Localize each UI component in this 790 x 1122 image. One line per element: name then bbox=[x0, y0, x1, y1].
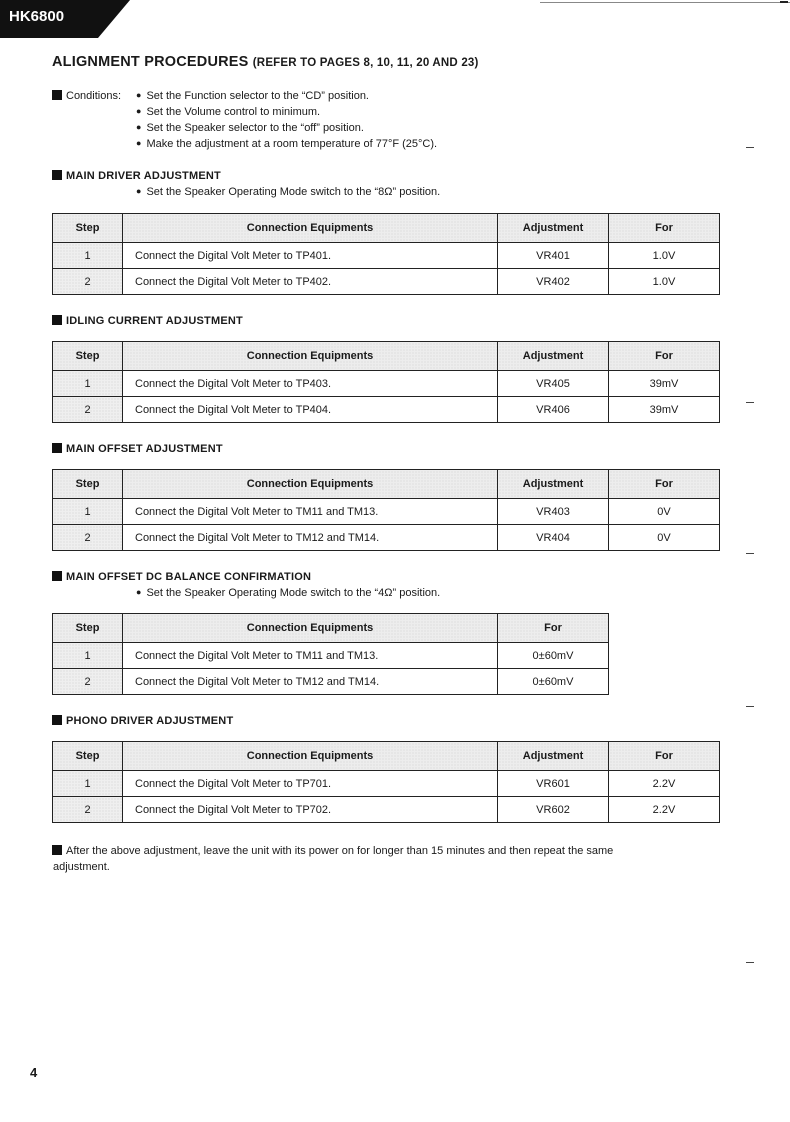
bullet-square-icon bbox=[52, 715, 62, 725]
step-cell: 1 bbox=[53, 643, 123, 669]
adjustment-cell: VR406 bbox=[498, 397, 609, 423]
bullet-square-icon bbox=[52, 443, 62, 453]
header-cell: For bbox=[609, 342, 720, 371]
step-cell: 2 bbox=[53, 269, 123, 295]
bullet-square-icon bbox=[52, 845, 62, 855]
header-cell: Adjustment bbox=[498, 214, 609, 243]
header-cell: For bbox=[498, 614, 609, 643]
for-cell: 0V bbox=[609, 525, 720, 551]
connection-cell: Connect the Digital Volt Meter to TM12 and TM14. bbox=[123, 669, 498, 695]
header-cell: Connection Equipments bbox=[123, 742, 498, 771]
connection-cell: Connect the Digital Volt Meter to TP401. bbox=[123, 243, 498, 269]
for-cell: 0±60mV bbox=[498, 643, 609, 669]
adjustment-table bbox=[52, 741, 720, 823]
connection-cell: Connect the Digital Volt Meter to TM12 and TM14. bbox=[123, 525, 498, 551]
table-header-row bbox=[53, 342, 720, 371]
bullet-square-icon bbox=[52, 90, 62, 100]
header-cell: Step bbox=[53, 342, 123, 371]
header-cell: Connection Equipments bbox=[123, 214, 498, 243]
bullet-square-icon bbox=[52, 170, 62, 180]
for-cell: 0V bbox=[609, 499, 720, 525]
bullet-square-icon bbox=[52, 571, 62, 581]
for-cell: 1.0V bbox=[609, 243, 720, 269]
conditions-label-row bbox=[52, 90, 121, 102]
connection-cell: Connect the Digital Volt Meter to TP701. bbox=[123, 771, 498, 797]
adjustment-cell: VR403 bbox=[498, 499, 609, 525]
section-note: ● Set the Speaker Operating Mode switch to the “8Ω” position. bbox=[136, 186, 440, 198]
connection-cell: Connect the Digital Volt Meter to TP402. bbox=[123, 269, 498, 295]
top-dash bbox=[780, 1, 788, 3]
table-header-row bbox=[53, 614, 609, 643]
section-note: ● Set the Speaker Operating Mode switch to the “4Ω” position. bbox=[136, 587, 440, 599]
table-row bbox=[53, 771, 720, 797]
page-number: 4 bbox=[30, 1065, 38, 1080]
margin-mark bbox=[746, 402, 754, 403]
connection-cell: Connect the Digital Volt Meter to TM11 and TM13. bbox=[123, 499, 498, 525]
header-cell: For bbox=[609, 742, 720, 771]
header-cell: Step bbox=[53, 614, 123, 643]
for-cell: 2.2V bbox=[609, 797, 720, 823]
adjustment-table bbox=[52, 341, 720, 423]
step-cell: 2 bbox=[53, 797, 123, 823]
step-cell: 2 bbox=[53, 669, 123, 695]
table-row bbox=[53, 669, 609, 695]
adjustment-table bbox=[52, 469, 720, 551]
section-heading: MAIN OFFSET ADJUSTMENT bbox=[52, 443, 223, 455]
table-header-row bbox=[53, 470, 720, 499]
step-cell: 1 bbox=[53, 243, 123, 269]
header-cell: For bbox=[609, 470, 720, 499]
for-cell: 0±60mV bbox=[498, 669, 609, 695]
confirmation-table bbox=[52, 613, 609, 695]
for-cell: 1.0V bbox=[609, 269, 720, 295]
model-label: HK6800 bbox=[9, 8, 65, 25]
adjustment-cell: VR405 bbox=[498, 371, 609, 397]
header-cell: Connection Equipments bbox=[123, 614, 498, 643]
section-heading: PHONO DRIVER ADJUSTMENT bbox=[52, 715, 233, 727]
connection-cell: Connect the Digital Volt Meter to TP702. bbox=[123, 797, 498, 823]
table-row bbox=[53, 525, 720, 551]
header-cell: Connection Equipments bbox=[123, 342, 498, 371]
header-cell: For bbox=[609, 214, 720, 243]
table-row bbox=[53, 499, 720, 525]
step-cell: 2 bbox=[53, 525, 123, 551]
table-header-row bbox=[53, 214, 720, 243]
section-heading: MAIN OFFSET DC BALANCE CONFIRMATION bbox=[52, 571, 311, 583]
conditions-label: Conditions: bbox=[66, 90, 122, 102]
final-note-line2: adjustment. bbox=[53, 861, 110, 873]
header-cell: Adjustment bbox=[498, 742, 609, 771]
connection-cell: Connect the Digital Volt Meter to TP403. bbox=[123, 371, 498, 397]
step-cell: 2 bbox=[53, 397, 123, 423]
adjustment-cell: VR402 bbox=[498, 269, 609, 295]
condition-item: ● Set the Speaker selector to the “off” position. bbox=[136, 122, 364, 134]
margin-mark bbox=[746, 962, 754, 963]
title-main: ALIGNMENT PROCEDURES bbox=[52, 54, 249, 70]
connection-cell: Connect the Digital Volt Meter to TP404. bbox=[123, 397, 498, 423]
table-row bbox=[53, 797, 720, 823]
connection-cell: Connect the Digital Volt Meter to TM11 and TM13. bbox=[123, 643, 498, 669]
model-tab bbox=[0, 0, 98, 38]
final-note-line1: After the above adjustment, leave the unit with its power on for longer than 15 minutes and then repeat the same bbox=[66, 845, 614, 857]
condition-item: ● Set the Volume control to minimum. bbox=[136, 106, 320, 118]
top-rule bbox=[540, 2, 790, 3]
adjustment-table bbox=[52, 213, 720, 295]
header-cell: Adjustment bbox=[498, 342, 609, 371]
table-row bbox=[53, 371, 720, 397]
for-cell: 2.2V bbox=[609, 771, 720, 797]
title-sub: (REFER TO PAGES 8, 10, 11, 20 AND 23) bbox=[252, 57, 479, 69]
header-cell: Step bbox=[53, 470, 123, 499]
table-row bbox=[53, 243, 720, 269]
final-note bbox=[52, 843, 722, 875]
header-cell: Connection Equipments bbox=[123, 470, 498, 499]
table-row bbox=[53, 269, 720, 295]
adjustment-cell: VR602 bbox=[498, 797, 609, 823]
step-cell: 1 bbox=[53, 771, 123, 797]
page-title bbox=[52, 54, 479, 70]
step-cell: 1 bbox=[53, 371, 123, 397]
bullet-square-icon bbox=[52, 315, 62, 325]
margin-mark bbox=[746, 706, 754, 707]
step-cell: 1 bbox=[53, 499, 123, 525]
adjustment-cell: VR601 bbox=[498, 771, 609, 797]
table-header-row bbox=[53, 742, 720, 771]
table-row bbox=[53, 643, 609, 669]
adjustment-cell: VR401 bbox=[498, 243, 609, 269]
header-cell: Step bbox=[53, 214, 123, 243]
margin-mark bbox=[746, 147, 754, 148]
section-heading: IDLING CURRENT ADJUSTMENT bbox=[52, 315, 243, 327]
condition-item: ● Make the adjustment at a room temperature of 77°F (25°C). bbox=[136, 138, 437, 150]
condition-item: ● Set the Function selector to the “CD” position. bbox=[136, 90, 369, 102]
adjustment-cell: VR404 bbox=[498, 525, 609, 551]
header-cell: Step bbox=[53, 742, 123, 771]
header-cell: Adjustment bbox=[498, 470, 609, 499]
for-cell: 39mV bbox=[609, 371, 720, 397]
section-heading: MAIN DRIVER ADJUSTMENT bbox=[52, 170, 221, 182]
table-row bbox=[53, 397, 720, 423]
margin-mark bbox=[746, 553, 754, 554]
for-cell: 39mV bbox=[609, 397, 720, 423]
